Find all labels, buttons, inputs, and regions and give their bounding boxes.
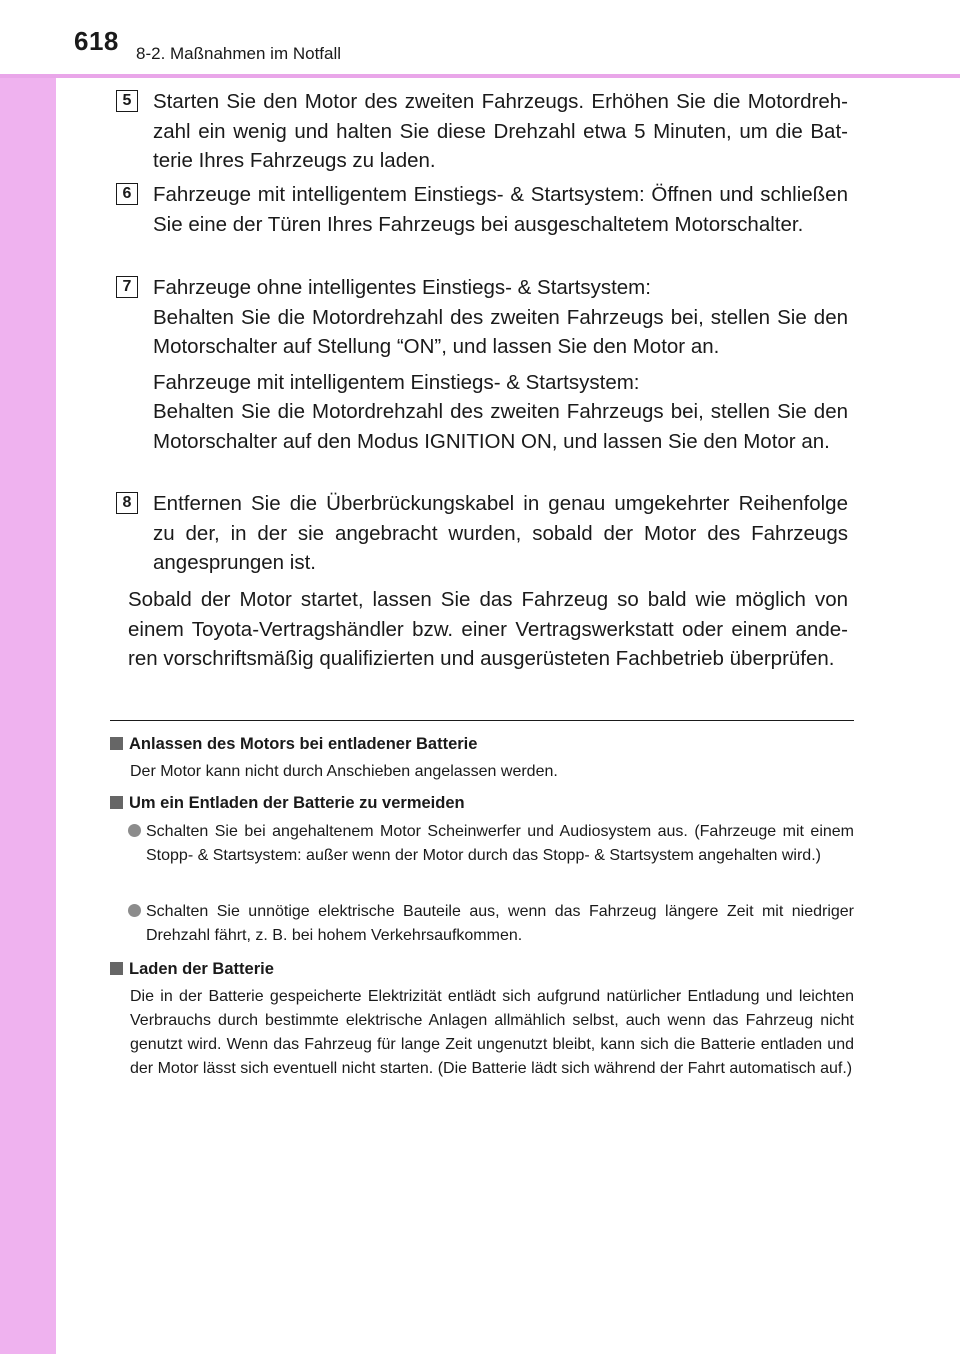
step-text xyxy=(153,489,848,578)
step-paragraph: Fahrzeuge mit intelligentem Einstiegs- & Startsystem: Öffnen und schließen Sie eine der Türen Ihres Fahrzeugs bei ausgeschaltetem Motorschalter. xyxy=(153,183,848,236)
section-title: 8-2. Maßnahmen im Notfall xyxy=(136,44,342,63)
note-bullet-text: Schalten Sie bei angehaltenem Motor Scheinwerfer und Audiosystem aus. (Fahrzeuge mit einem Stopp- & Startsystem: außer wenn der Motor durch das Stopp- & Startsystem angehalten wird.) xyxy=(146,823,854,864)
step-number-badge: 8 xyxy=(116,492,138,514)
step-number-badge: 5 xyxy=(116,90,138,112)
header-rule xyxy=(0,74,960,78)
step-5 xyxy=(116,87,848,176)
step-7 xyxy=(116,273,848,456)
step-8 xyxy=(116,489,848,578)
step-number-badge: 6 xyxy=(116,183,138,205)
step-paragraph: Fahrzeuge mit intelligentem Einstiegs- & Startsystem: xyxy=(153,370,640,394)
step-6 xyxy=(116,180,848,239)
page-number: 618 xyxy=(74,26,119,56)
note-heading xyxy=(110,792,854,814)
page-header xyxy=(0,0,960,74)
square-bullet-icon xyxy=(110,796,123,809)
note-body: Die in der Batterie gespeicherte Elektrizität entlädt sich aufgrund natürlicher Entladung und leichten Verbrauchs durch bestimmte elektrische Anlagen allmählich selbst, auch wenn das Fahrzeug nicht genutzt wird. Wenn das Fahrzeug für lange Zeit ungenutzt bleibt, kann sich die Batterie entladen und der Motor lässt sich eventuell nicht starten. (Die Batterie lädt sich während der Fahrt automatisch auf.) xyxy=(130,988,854,1077)
note-bullet xyxy=(128,900,854,948)
note-bullet-text: Schalten Sie unnötige elektrische Bauteile aus, wenn das Fahrzeug längere Zeit mit niedriger Drehzahl fährt, z. B. bei hohem Verkehrsaufkommen. xyxy=(146,903,854,944)
note-body: Der Motor kann nicht durch Anschieben angelassen werden. xyxy=(130,763,558,780)
note-heading-text: Anlassen des Motors bei entladener Batterie xyxy=(129,735,478,753)
closing-paragraph: Sobald der Motor startet, lassen Sie das Fahrzeug so bald wie möglich von einem Toyota-Vertragshändler bzw. einer Vertragswerkstatt oder einem anderen vorschriftsmäßig qualifizierten und ausgerüsteten Fachbetrieb überprüfen. xyxy=(128,588,848,670)
step-paragraph: Entfernen Sie die Überbrückungskabel in genau umgekehrter Reihenfolge zu der, in der sie angebracht wurden, sobald der Motor des Fahrzeugs angesprungen ist. xyxy=(153,492,848,574)
chapter-side-strip xyxy=(0,0,56,1354)
step-text xyxy=(153,87,848,176)
step-text xyxy=(153,180,848,239)
step-number-badge: 7 xyxy=(116,276,138,298)
square-bullet-icon xyxy=(110,737,123,750)
note-heading-text: Um ein Entladen der Batterie zu vermeiden xyxy=(129,794,465,812)
step-paragraph: Behalten Sie die Motordrehzahl des zweiten Fahrzeugs bei, stellen Sie den Motorschalter auf den Modus IGNITION ON, und lassen Sie den Motor an. xyxy=(153,400,848,453)
circle-bullet-icon xyxy=(128,904,141,917)
step-paragraph: Behalten Sie die Motordrehzahl des zweiten Fahrzeugs bei, stellen Sie den Motorschalter auf Stellung “ON”, und lassen Sie den Motor an. xyxy=(153,305,848,358)
circle-bullet-icon xyxy=(128,824,141,837)
step-text xyxy=(153,273,848,456)
step-paragraph: Fahrzeuge ohne intelligentes Einstiegs- & Startsystem: xyxy=(153,276,651,299)
step-paragraph: Starten Sie den Motor des zweiten Fahrzeugs. Erhöhen Sie die Motordrehzahl ein wenig und halten Sie diese Drehzahl etwa 5 Minuten, um die Batterie Ihres Fahrzeugs zu laden. xyxy=(153,90,848,172)
square-bullet-icon xyxy=(110,962,123,975)
section-divider xyxy=(110,720,854,721)
note-bullet xyxy=(128,820,854,868)
note-heading-text: Laden der Batterie xyxy=(129,960,274,978)
note-heading xyxy=(110,958,854,980)
note-heading xyxy=(110,733,854,755)
